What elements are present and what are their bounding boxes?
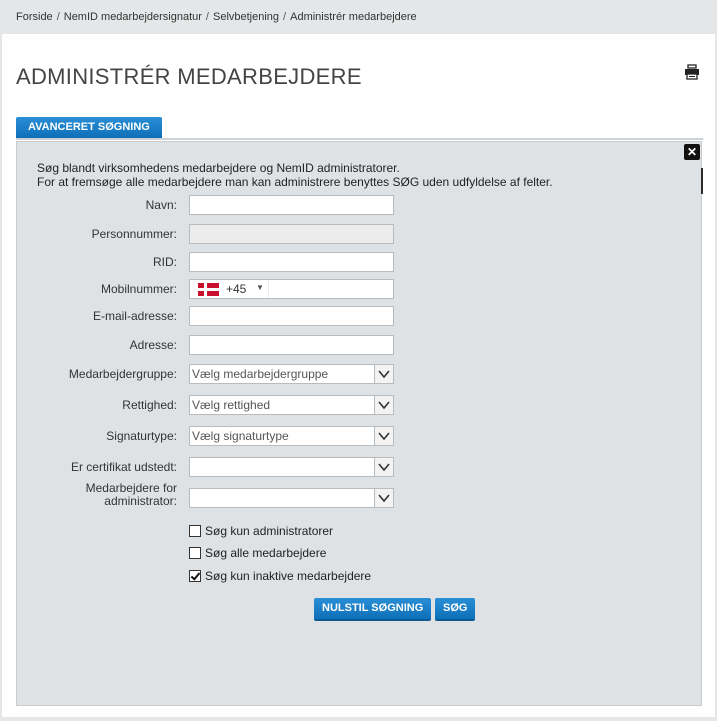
navn-field-wrapper [189,195,394,215]
reset-search-button[interactable]: NULSTIL SØGNING [314,598,431,621]
search-panel [16,141,702,706]
phone-divider [268,280,269,298]
main-content [2,34,715,717]
breadcrumb-item-forside[interactable]: Forside [16,11,53,23]
page-title: ADMINISTRÉR MEDARBEJDERE [16,64,362,89]
row-medarbejdergruppe [17,364,697,386]
chevron-down-icon[interactable] [374,427,393,445]
chevron-down-icon[interactable] [374,365,393,383]
intro-line-1: Søg blandt virksomhedens medarbejdere og NemID administratorer. [37,161,400,175]
checkbox-label: Søg kun inaktive medarbejdere [205,569,372,583]
breadcrumb-separator: / [205,11,209,23]
admin-label-line-1: Medarbejdere for [85,481,177,495]
checkbox-all-employees[interactable] [189,545,326,561]
chevron-down-icon[interactable] [374,489,393,507]
chevron-down-icon[interactable] [374,396,393,414]
search-button[interactable]: SØG [435,598,475,621]
admin-label-line-2: administrator: [104,494,177,508]
rettighed-selected: Vælg rettighed [192,398,271,412]
signaturtype-select[interactable] [189,426,394,446]
country-code[interactable]: +45 [226,282,247,296]
row-navn [17,195,697,217]
breadcrumb-separator: / [56,11,60,23]
mobil-label: Mobilnummer: [100,282,177,296]
certifikat-select[interactable] [189,457,394,477]
checkbox-box[interactable] [189,525,201,537]
email-label: E-mail-adresse: [92,309,177,323]
breadcrumb-item-selvbetjening[interactable]: Selvbetjening [212,11,280,23]
mobil-input[interactable] [270,280,390,298]
checkbox-label: Søg kun administratorer [205,524,334,538]
row-signaturtype [17,426,697,448]
personnummer-field-wrapper [189,224,394,244]
checkbox-only-admins[interactable] [189,523,333,539]
medarbejdergruppe-select[interactable] [189,364,394,384]
adresse-input[interactable] [190,336,393,354]
row-rettighed [17,395,697,417]
adresse-label: Adresse: [129,338,177,352]
adresse-field-wrapper [189,335,394,355]
medarbejdergruppe-label: Medarbejdergruppe: [68,367,177,381]
medarbejdergruppe-selected: Vælg medarbejdergruppe [192,367,329,381]
rid-field-wrapper [189,252,394,272]
denmark-flag-icon[interactable] [198,283,219,296]
rettighed-label: Rettighed: [122,398,177,412]
tab-advanced-search[interactable]: AVANCERET SØGNING [16,117,162,138]
intro-line-2: For at fremsøge alle medarbejdere man kan administrere benyttes SØG uden udfyldelse af felter. [37,175,553,189]
email-input[interactable] [190,307,393,325]
row-adresse [17,335,697,357]
row-admin [17,481,697,510]
close-icon[interactable]: ✕ [684,144,700,160]
chevron-down-icon[interactable] [374,458,393,476]
rid-label: RID: [153,255,177,269]
row-rid [17,252,697,274]
admin-select[interactable] [189,488,394,508]
row-email [17,306,697,328]
admin-label [86,482,177,508]
caret-down-icon[interactable]: ▼ [256,283,264,292]
row-personnummer [17,224,697,246]
breadcrumb [0,0,717,34]
navn-input[interactable] [190,196,393,214]
rettighed-select[interactable] [189,395,394,415]
checkbox-box-checked[interactable] [189,570,201,582]
navn-label: Navn: [145,198,177,212]
signaturtype-selected: Vælg signaturtype [192,429,289,443]
button-bar [17,598,697,622]
breadcrumb-separator: / [283,11,287,23]
row-certifikat [17,457,697,479]
checkbox-label: Søg alle medarbejdere [205,546,327,560]
tab-divider [16,138,703,140]
breadcrumb-item-current: Administrér medarbejdere [290,11,417,23]
checkbox-box[interactable] [189,547,201,559]
print-icon[interactable] [684,64,700,80]
certifikat-label: Er certifikat udstedt: [70,460,177,474]
rid-input[interactable] [190,253,393,271]
signaturtype-label: Signaturtype: [106,429,177,443]
breadcrumb-item-nemid[interactable]: NemID medarbejdersignatur [63,11,202,23]
email-field-wrapper [189,306,394,326]
personnummer-label: Personnummer: [91,227,177,241]
scrollbar-thumb[interactable] [701,168,703,194]
intro-text [37,161,553,189]
personnummer-input [190,225,393,243]
mobil-field-wrapper [189,279,394,299]
row-mobil [17,279,697,301]
checkbox-only-inactive[interactable] [189,568,371,584]
